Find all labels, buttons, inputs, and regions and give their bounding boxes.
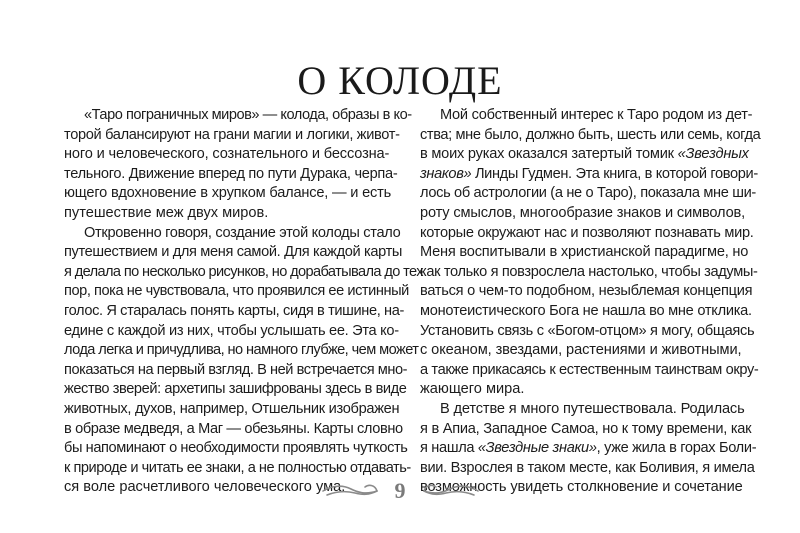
left-paragraph-1	[64, 106, 412, 224]
text-line	[420, 106, 753, 126]
text-line	[420, 184, 756, 204]
right-column	[420, 106, 761, 498]
text-line	[420, 361, 759, 381]
text-segment: я в Апиа, Западное Самоа, но к тому времени, как	[420, 420, 752, 437]
text-segment: как только я повзрослела настолько, чтобы задумы-	[420, 263, 758, 280]
text-line	[420, 322, 755, 342]
text-line: голос. Я старалась понять карты, сидя в тишине, на-	[64, 302, 404, 319]
text-line: ся воле расчетливого человеческого ума.	[64, 479, 346, 496]
text-line	[420, 380, 736, 400]
text-segment: я нашла	[420, 440, 478, 457]
text-segment: жающего мира.	[420, 381, 525, 398]
text-line	[420, 341, 742, 361]
text-segment: , уже жила в горах Боли-	[596, 440, 757, 457]
text-line: жество зверей: архетипы зашифрованы здесь в виде	[64, 381, 407, 398]
text-line: «Таро пограничных миров» — колода, образы в ко-	[84, 107, 412, 123]
text-segment: Линды Гудмен. Эта книга, в которой говори-	[471, 165, 758, 182]
text-segment: в моих руках оказался затертый томик	[420, 146, 678, 163]
text-line	[420, 204, 746, 224]
text-line: путешествием и для меня самой. Для каждой карты	[64, 244, 403, 261]
text-segment: ства; мне было, должно быть, шесть или семь, когда	[420, 126, 761, 143]
text-line: бы напоминают о необходимости проявлять чуткость	[64, 440, 408, 457]
page-number: 9	[394, 478, 406, 503]
text-line: ного и человеческого, сознательного и бессозна-	[64, 146, 390, 163]
text-line: животных, духов, например, Отшельник изображен	[64, 400, 400, 417]
right-ornament-icon	[420, 481, 480, 501]
text-line: к природе и читать ее знаки, а не полностью отдавать-	[64, 459, 411, 476]
text-segment: роту смыслов, многообразие знаков и символов,	[420, 204, 746, 221]
text-line: лода легка и причудлива, но намного глубже, чем может	[64, 342, 419, 359]
italic-title: «Звездные знаки»	[477, 440, 597, 457]
text-segment: лось об астрологии (а не о Таро), показала мне ши-	[420, 185, 756, 202]
text-line	[420, 263, 758, 283]
text-line	[420, 282, 753, 302]
text-line	[420, 302, 752, 322]
text-segment: Меня воспитывали в христианской парадигме, но	[420, 244, 749, 261]
page-footer	[0, 476, 800, 506]
text-segment: ваться о чем-то подобном, незыблемая концепция	[420, 283, 753, 300]
text-segment: вии. Взрослея в таком месте, как Боливия, я имела	[420, 459, 755, 476]
text-segment: с океаном, звездами, растениями и животными,	[420, 342, 742, 359]
text-line	[420, 439, 757, 459]
text-segment: а также прикасаясь к естественным таинствам окру-	[420, 361, 759, 378]
text-line	[420, 420, 752, 440]
text-line: ющего вдохновение в хрупком балансе, — и есть	[64, 185, 392, 202]
italic-title: «Звездных	[677, 146, 749, 163]
text-line	[420, 126, 761, 146]
text-line: торой балансируют на грани магии и логики, живот-	[64, 126, 400, 143]
text-segment: которые окружают нас и позволяют познавать мир.	[420, 224, 754, 241]
text-line: путешествие меж двух миров.	[64, 204, 269, 221]
text-line: тельного. Движение вперед по пути Дурака, черпа-	[64, 165, 398, 182]
left-ornament-icon	[321, 481, 381, 501]
text-line: показаться на первый взгляд. В ней встречается мно-	[64, 361, 408, 378]
text-line	[420, 165, 758, 185]
page-title: О КОЛОДЕ	[297, 58, 503, 103]
text-segment: В детстве я много путешествовала. Родилась	[440, 400, 745, 417]
left-paragraph-2	[64, 224, 423, 498]
text-line	[420, 243, 749, 263]
text-segment: возможность увидеть столкновение и сочетание	[420, 479, 743, 496]
text-line: я делала по несколько рисунков, но дорабатывала до тех	[64, 263, 423, 280]
text-segment: монотеистического Бога не нашла во мне отклика.	[420, 302, 752, 319]
text-line	[420, 145, 749, 165]
left-column	[64, 106, 423, 498]
text-line: Откровенно говоря, создание этой колоды стало	[84, 224, 401, 241]
text-line	[420, 224, 754, 244]
text-segment: Установить связь с «Богом-отцом» я могу, общаясь	[420, 322, 755, 339]
text-segment: Мой собственный интерес к Таро родом из дет-	[440, 107, 753, 123]
text-line	[420, 400, 745, 420]
text-line: в образе медведя, а Маг — обезьяны. Карты словно	[64, 420, 403, 437]
right-paragraph-1	[420, 106, 761, 400]
text-line: пор, пока не чувствовала, что проявился ее истинный	[64, 283, 409, 300]
text-line: едине с каждой из них, чтобы услышать ее. Эта ко-	[64, 322, 399, 339]
italic-title: знаков»	[420, 165, 472, 182]
